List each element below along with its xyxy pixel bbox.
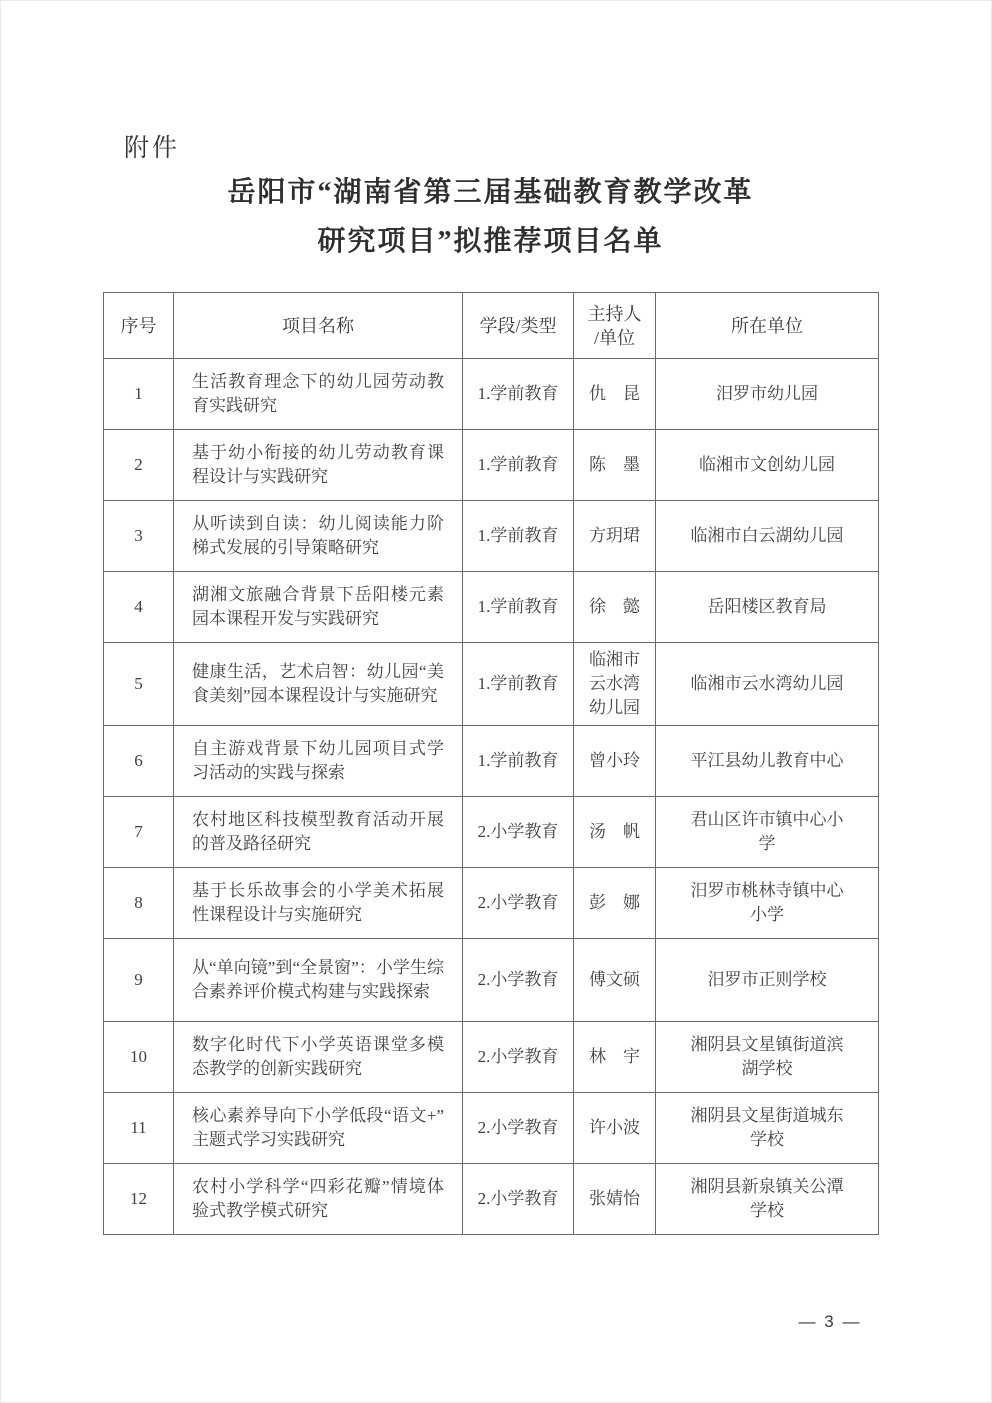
cell-project: 从“单向镜”到“全景窗”：小学生综合素养评价模式构建与实践探索 [174,939,463,1022]
cell-unit: 临湘市白云湖幼儿园 [656,501,879,572]
cell-project: 农村地区科技模型教育活动开展的普及路径研究 [174,797,463,868]
col-header-host-line1: 主持人 [587,303,642,324]
cell-stage: 2.小学教育 [463,1022,574,1093]
cell-no: 1 [104,359,174,430]
cell-unit: 汨罗市正则学校 [656,939,879,1022]
cell-host: 张婧怡 [574,1164,656,1235]
cell-host: 徐 懿 [574,572,656,643]
cell-no: 9 [104,939,174,1022]
cell-project: 核心素养导向下小学低段“语文+” 主题式学习实践研究 [174,1093,463,1164]
projects-table-container [103,292,878,1235]
cell-unit: 临湘市文创幼儿园 [656,430,879,501]
document-title-line2: 研究项目”拟推荐项目名单 [317,226,664,257]
table-row [104,572,879,643]
table-row [104,1093,879,1164]
cell-project: 数字化时代下小学英语课堂多模态教学的创新实践研究 [174,1022,463,1093]
cell-unit: 湘阴县新泉镇关公潭学校 [656,1164,879,1235]
document-title [103,168,878,266]
table-header-row [104,293,879,359]
cell-host: 临湘市云水湾幼儿园 [574,643,656,726]
cell-host: 方玥珺 [574,501,656,572]
cell-no: 4 [104,572,174,643]
cell-stage: 2.小学教育 [463,797,574,868]
table-row [104,501,879,572]
cell-no: 2 [104,430,174,501]
cell-no: 8 [104,868,174,939]
page-number: — 3 — [798,1312,862,1331]
cell-project: 基于长乐故事会的小学美术拓展性课程设计与实施研究 [174,868,463,939]
cell-stage: 2.小学教育 [463,939,574,1022]
cell-unit: 临湘市云水湾幼儿园 [656,643,879,726]
document-title-line1: 岳阳市“湖南省第三届基础教育教学改革 [227,177,754,208]
cell-stage: 2.小学教育 [463,868,574,939]
cell-host: 许小波 [574,1093,656,1164]
cell-project: 基于幼小衔接的幼儿劳动教育课程设计与实践研究 [174,430,463,501]
cell-no: 3 [104,501,174,572]
cell-project: 自主游戏背景下幼儿园项目式学习活动的实践与探索 [174,726,463,797]
cell-project: 农村小学科学“四彩花瓣”情境体验式教学模式研究 [174,1164,463,1235]
cell-no: 12 [104,1164,174,1235]
cell-stage: 1.学前教育 [463,359,574,430]
cell-project: 生活教育理念下的幼儿园劳动教育实践研究 [174,359,463,430]
col-header-stage: 学段/类型 [463,293,574,359]
cell-stage: 2.小学教育 [463,1093,574,1164]
cell-stage: 1.学前教育 [463,643,574,726]
cell-unit: 湘阴县文星镇街道滨湖学校 [656,1022,879,1093]
cell-stage: 1.学前教育 [463,726,574,797]
cell-no: 11 [104,1093,174,1164]
cell-host: 仇 昆 [574,359,656,430]
cell-project: 从听读到自读：幼儿阅读能力阶梯式发展的引导策略研究 [174,501,463,572]
cell-host: 林 宇 [574,1022,656,1093]
cell-stage: 1.学前教育 [463,501,574,572]
col-header-unit: 所在单位 [656,293,879,359]
table-row [104,939,879,1022]
col-header-host-line2: /单位 [593,327,635,348]
table-row [104,726,879,797]
cell-no: 5 [104,643,174,726]
table-row [104,1164,879,1235]
table-row [104,359,879,430]
col-header-project: 项目名称 [174,293,463,359]
table-row [104,797,879,868]
cell-no: 7 [104,797,174,868]
cell-stage: 1.学前教育 [463,430,574,501]
cell-host: 汤 帆 [574,797,656,868]
cell-no: 10 [104,1022,174,1093]
table-row [104,1022,879,1093]
table-row [104,643,879,726]
cell-unit: 汨罗市幼儿园 [656,359,879,430]
table-row [104,430,879,501]
cell-stage: 2.小学教育 [463,1164,574,1235]
table-row [104,868,879,939]
cell-unit: 湘阴县文星街道城东学校 [656,1093,879,1164]
cell-no: 6 [104,726,174,797]
col-header-no: 序号 [104,293,174,359]
col-header-host [574,293,656,359]
cell-host: 彭 娜 [574,868,656,939]
cell-unit: 岳阳楼区教育局 [656,572,879,643]
cell-host: 陈 墨 [574,430,656,501]
cell-project: 湖湘文旅融合背景下岳阳楼元素园本课程开发与实践研究 [174,572,463,643]
cell-host: 傅文硕 [574,939,656,1022]
cell-unit: 平江县幼儿教育中心 [656,726,879,797]
cell-project: 健康生活，艺术启智：幼儿园“美食美刻”园本课程设计与实施研究 [174,643,463,726]
attachment-label: 附件 [124,135,181,162]
cell-host: 曾小玲 [574,726,656,797]
cell-unit: 汨罗市桃林寺镇中心小学 [656,868,879,939]
cell-stage: 1.学前教育 [463,572,574,643]
projects-table [103,292,879,1235]
cell-unit: 君山区许市镇中心小学 [656,797,879,868]
